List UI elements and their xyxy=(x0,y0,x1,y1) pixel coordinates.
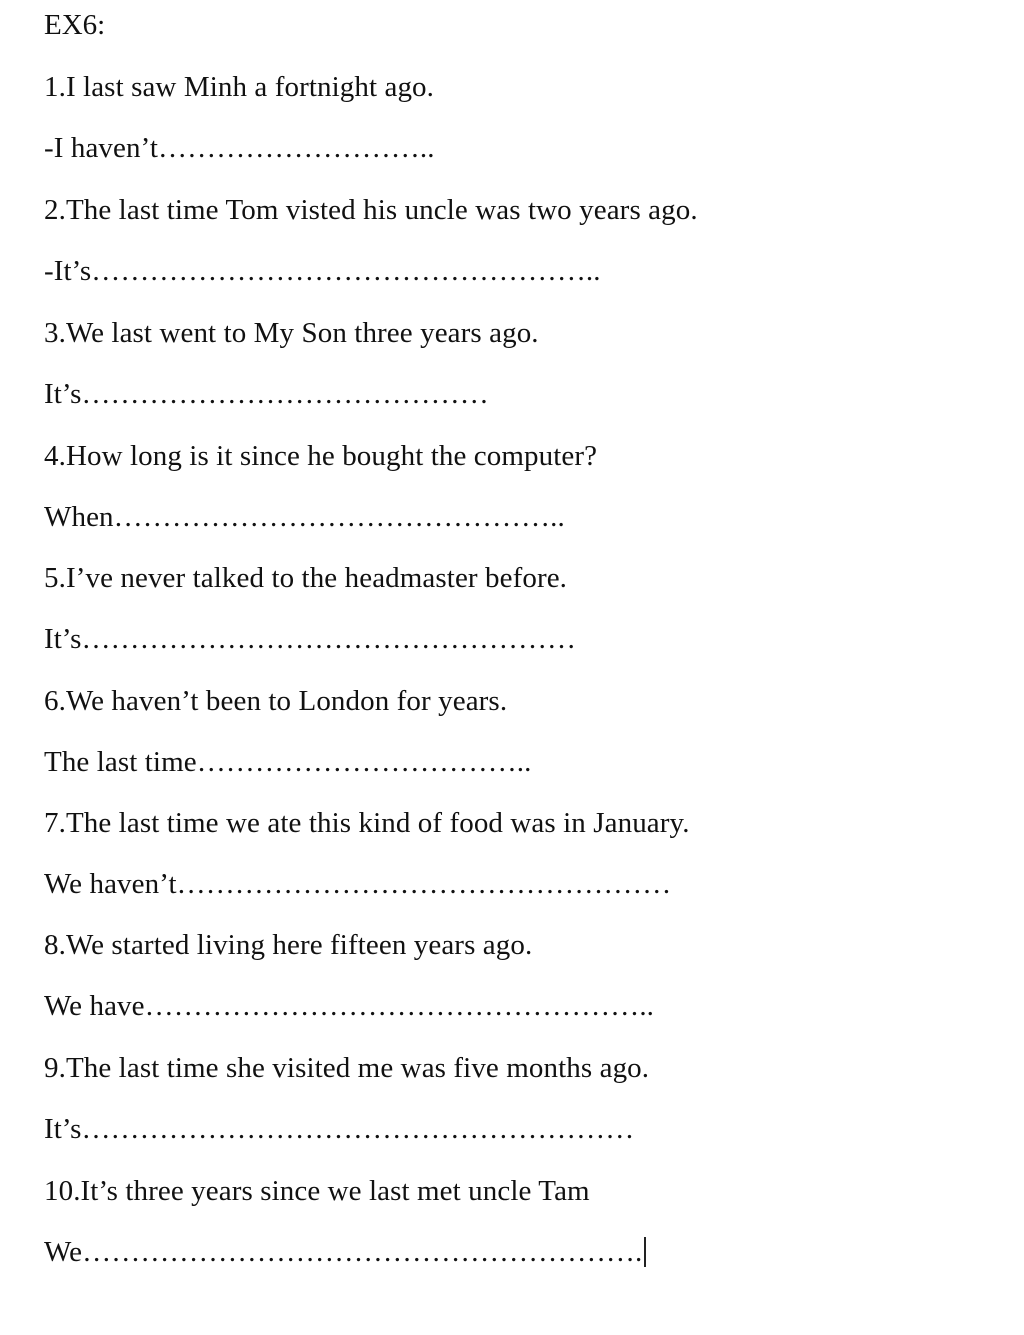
answer-line-2[interactable]: -It’s…………………………………………….. xyxy=(44,255,601,287)
question-5: 5.I’ve never talked to the headmaster before. xyxy=(44,562,568,594)
exercise-title: EX6: xyxy=(44,9,106,41)
text-cursor xyxy=(644,1237,646,1267)
question-7: 7.The last time we ate this kind of food was in January. xyxy=(44,807,690,839)
answer-line-8[interactable]: We have…………………………………………….. xyxy=(44,990,655,1022)
question-10: 10.It’s three years since we last met uncle Tam xyxy=(44,1175,590,1207)
answer-line-4[interactable]: When……………………………………….. xyxy=(44,501,565,533)
question-2: 2.The last time Tom visted his uncle was two years ago. xyxy=(44,194,698,226)
answer-line-5[interactable]: It’s…………………………………………… xyxy=(44,623,577,655)
answer-line-9[interactable]: It’s………………………………………………… xyxy=(44,1113,635,1145)
question-3: 3.We last went to My Son three years ago. xyxy=(44,317,539,349)
answer-line-1[interactable]: -I haven’t……………………….. xyxy=(44,132,435,164)
question-8: 8.We started living here fifteen years ago. xyxy=(44,929,533,961)
answer-line-7[interactable]: We haven’t…………………………………………… xyxy=(44,868,672,900)
question-1: 1.I last saw Minh a fortnight ago. xyxy=(44,71,435,103)
question-9: 9.The last time she visited me was five months ago. xyxy=(44,1052,650,1084)
answer-line-6[interactable]: The last time…………………………….. xyxy=(44,746,532,778)
answer-line-10-row[interactable] xyxy=(44,1235,646,1269)
answer-line-10[interactable]: We…………………………………………………. xyxy=(44,1236,643,1268)
question-6: 6.We haven’t been to London for years. xyxy=(44,685,508,717)
answer-line-3[interactable]: It’s…………………………………… xyxy=(44,378,489,410)
question-4: 4.How long is it since he bought the computer? xyxy=(44,440,598,472)
